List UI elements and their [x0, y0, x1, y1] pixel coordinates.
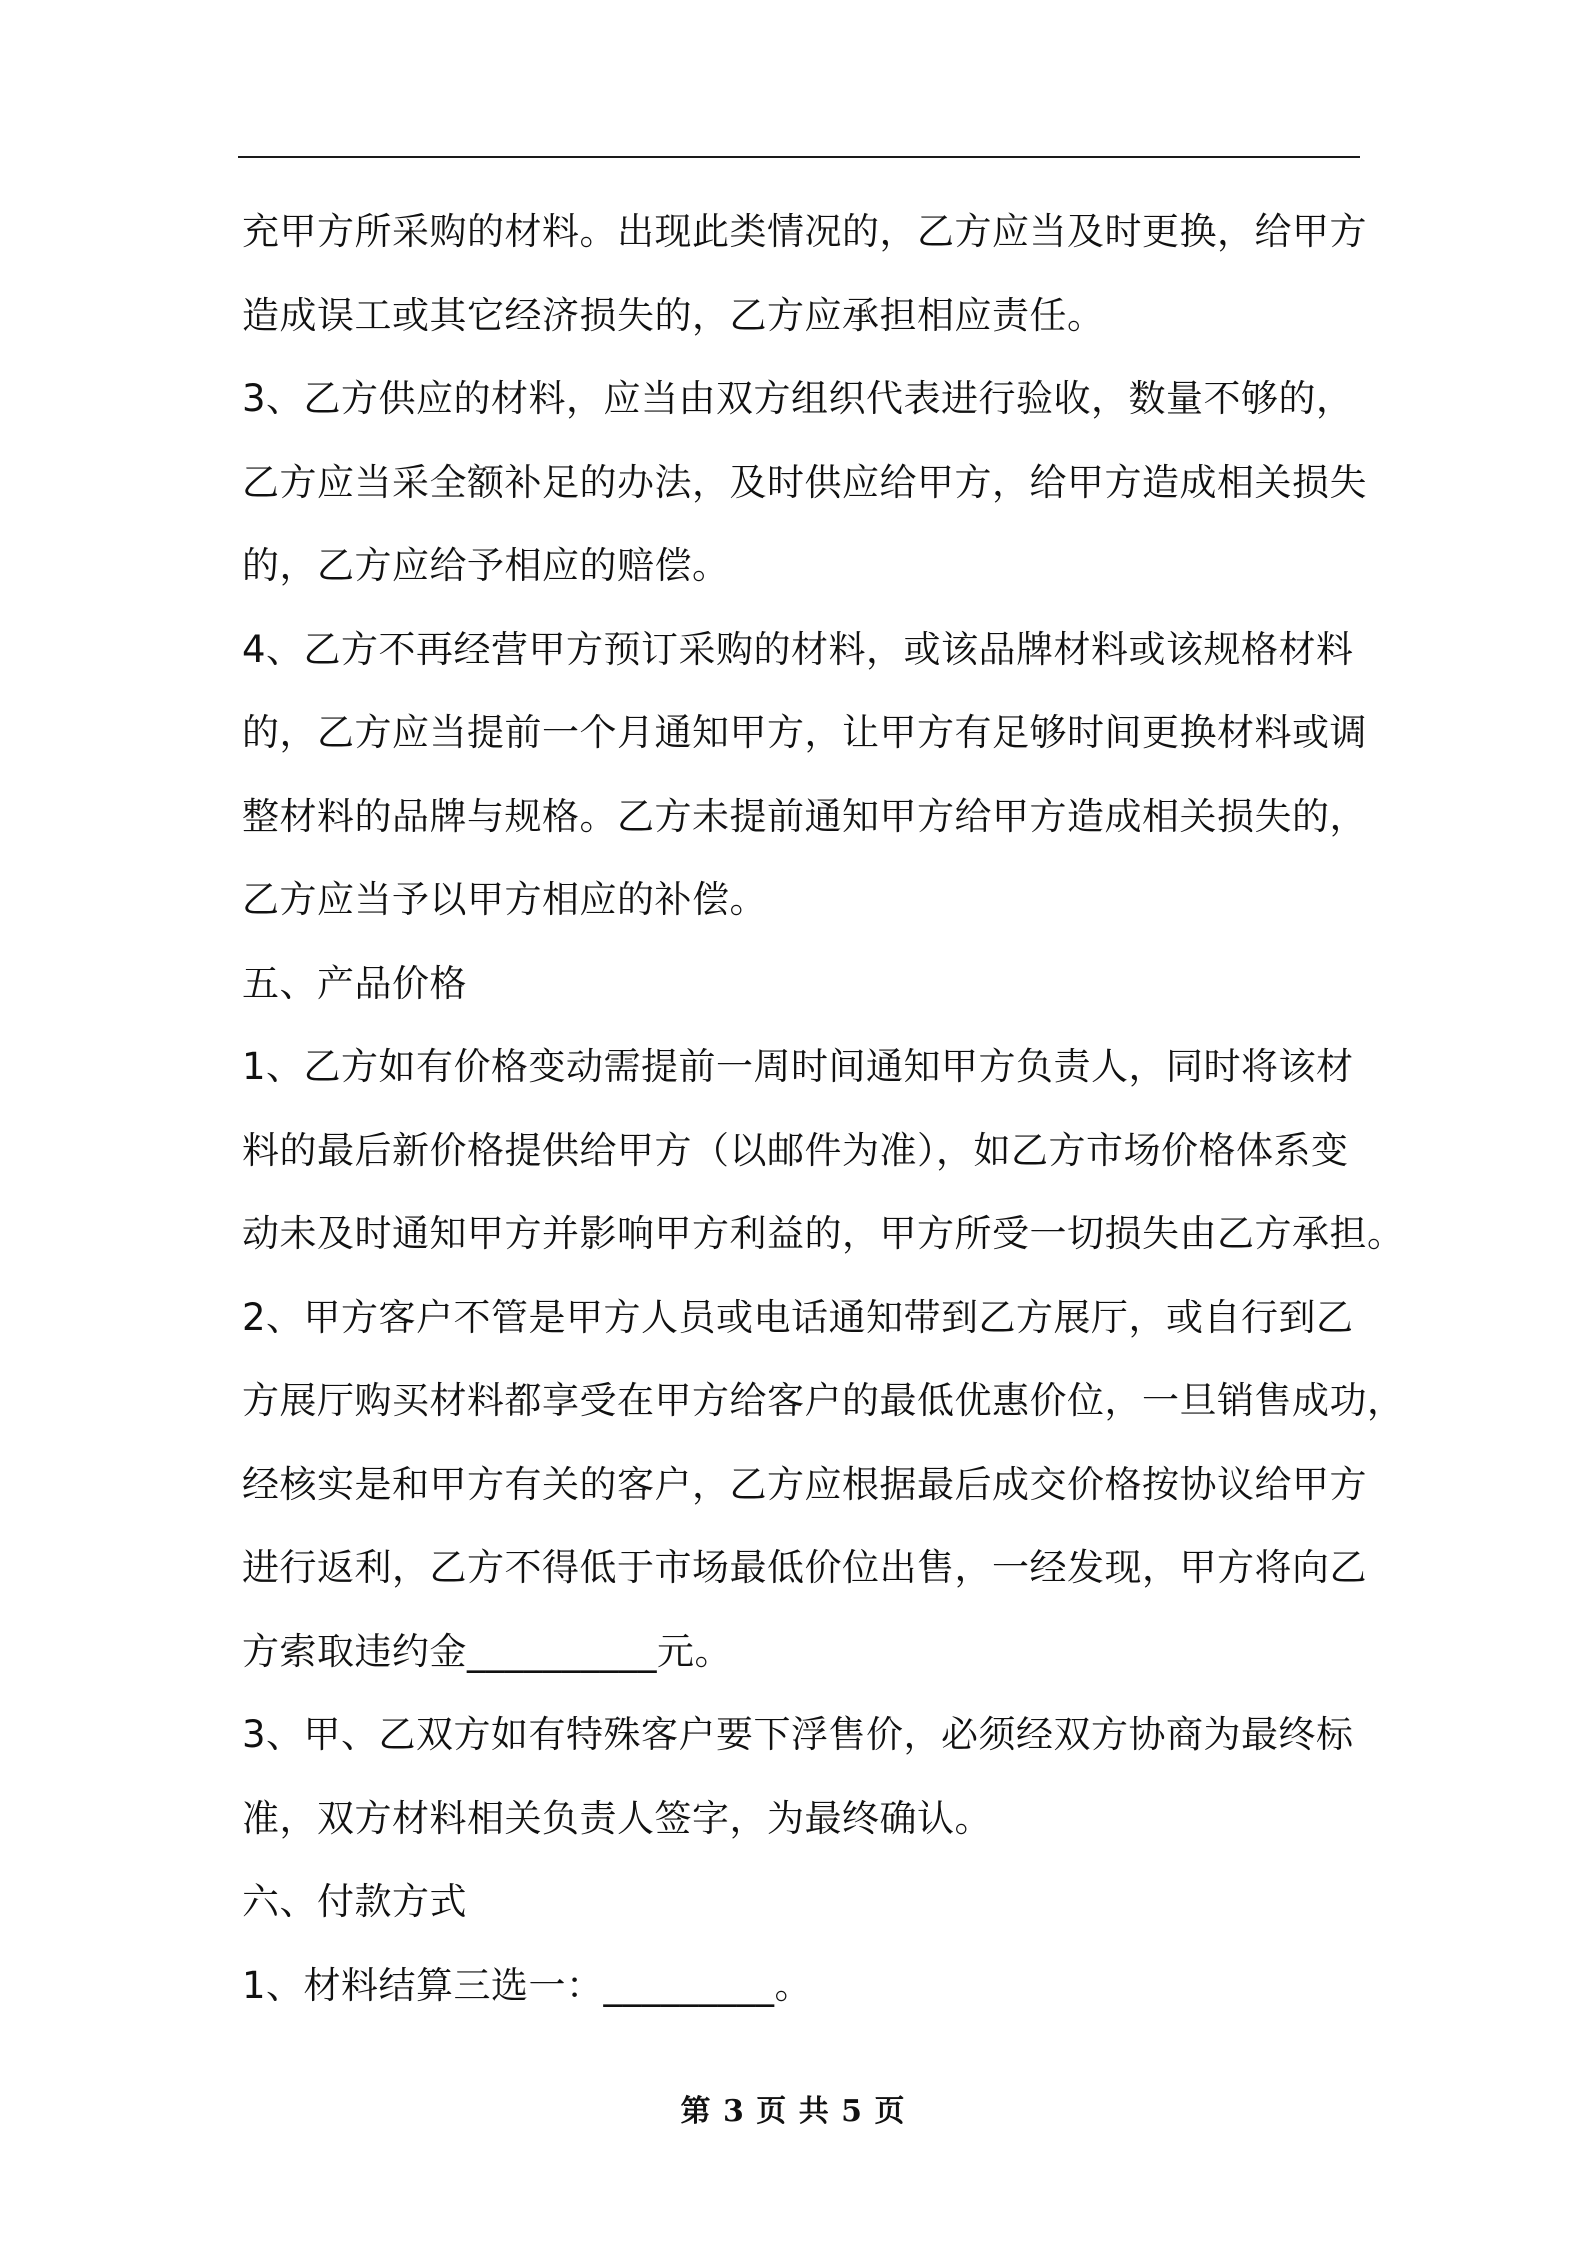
text-line: 方索取违约金__________元。 [242, 1629, 732, 1673]
section-heading-payment: 六、付款方式 [242, 1880, 467, 1923]
text-line: 的，乙方应给予相应的赔偿。 [242, 544, 730, 587]
header-rule [238, 156, 1360, 158]
text-line: 1、材料结算三选一：_________。 [242, 1963, 813, 2007]
text-line: 准，双方材料相关负责人签字，为最终确认。 [242, 1796, 992, 1840]
text-line: 4、乙方不再经营甲方预订采购的材料，或该品牌材料或该规格材料 [242, 627, 1354, 671]
section-heading-price: 五、产品价格 [242, 961, 467, 1005]
text-line: 充甲方所采购的材料。出现此类情况的，乙方应当及时更换，给甲方 [242, 210, 1367, 253]
text-line: 造成误工或其它经济损失的，乙方应承担相应责任。 [242, 293, 1105, 337]
text-line: 料的最后新价格提供给甲方（以邮件为准），如乙方市场价格体系变 [242, 1128, 1349, 1172]
text-line: 经核实是和甲方有关的客户，乙方应根据最后成交价格按协议给甲方 [242, 1462, 1367, 1506]
text-line: 2、甲方客户不管是甲方人员或电话通知带到乙方展厅，或自行到乙 [242, 1295, 1354, 1339]
text-line: 3、甲、乙双方如有特殊客户要下浮售价，必须经双方协商为最终标 [242, 1713, 1354, 1756]
text-line: 3、乙方供应的材料，应当由双方组织代表进行验收，数量不够的， [242, 377, 1354, 420]
text-line: 1、乙方如有价格变动需提前一周时间通知甲方负责人，同时将该材 [242, 1045, 1354, 1088]
text-line: 乙方应当予以甲方相应的补偿。 [242, 878, 767, 921]
text-line: 乙方应当采全额补足的办法，及时供应给甲方，给甲方造成相关损失 [242, 460, 1367, 504]
text-line: 整材料的品牌与规格。乙方未提前通知甲方给甲方造成相关损失的， [242, 794, 1367, 838]
text-line: 进行返利，乙方不得低于市场最低价位出售，一经发现，甲方将向乙 [242, 1546, 1367, 1589]
document-body [242, 190, 1405, 2027]
text-line: 的，乙方应当提前一个月通知甲方，让甲方有足够时间更换材料或调 [242, 711, 1367, 754]
page-number-footer: 第 3 页 共 5 页 [680, 2094, 906, 2129]
text-line: 动未及时通知甲方并影响甲方利益的，甲方所受一切损失由乙方承担。 [242, 1212, 1405, 1255]
text-line: 方展厅购买材料都享受在甲方给客户的最低优惠价位，一旦销售成功， [242, 1379, 1405, 1422]
